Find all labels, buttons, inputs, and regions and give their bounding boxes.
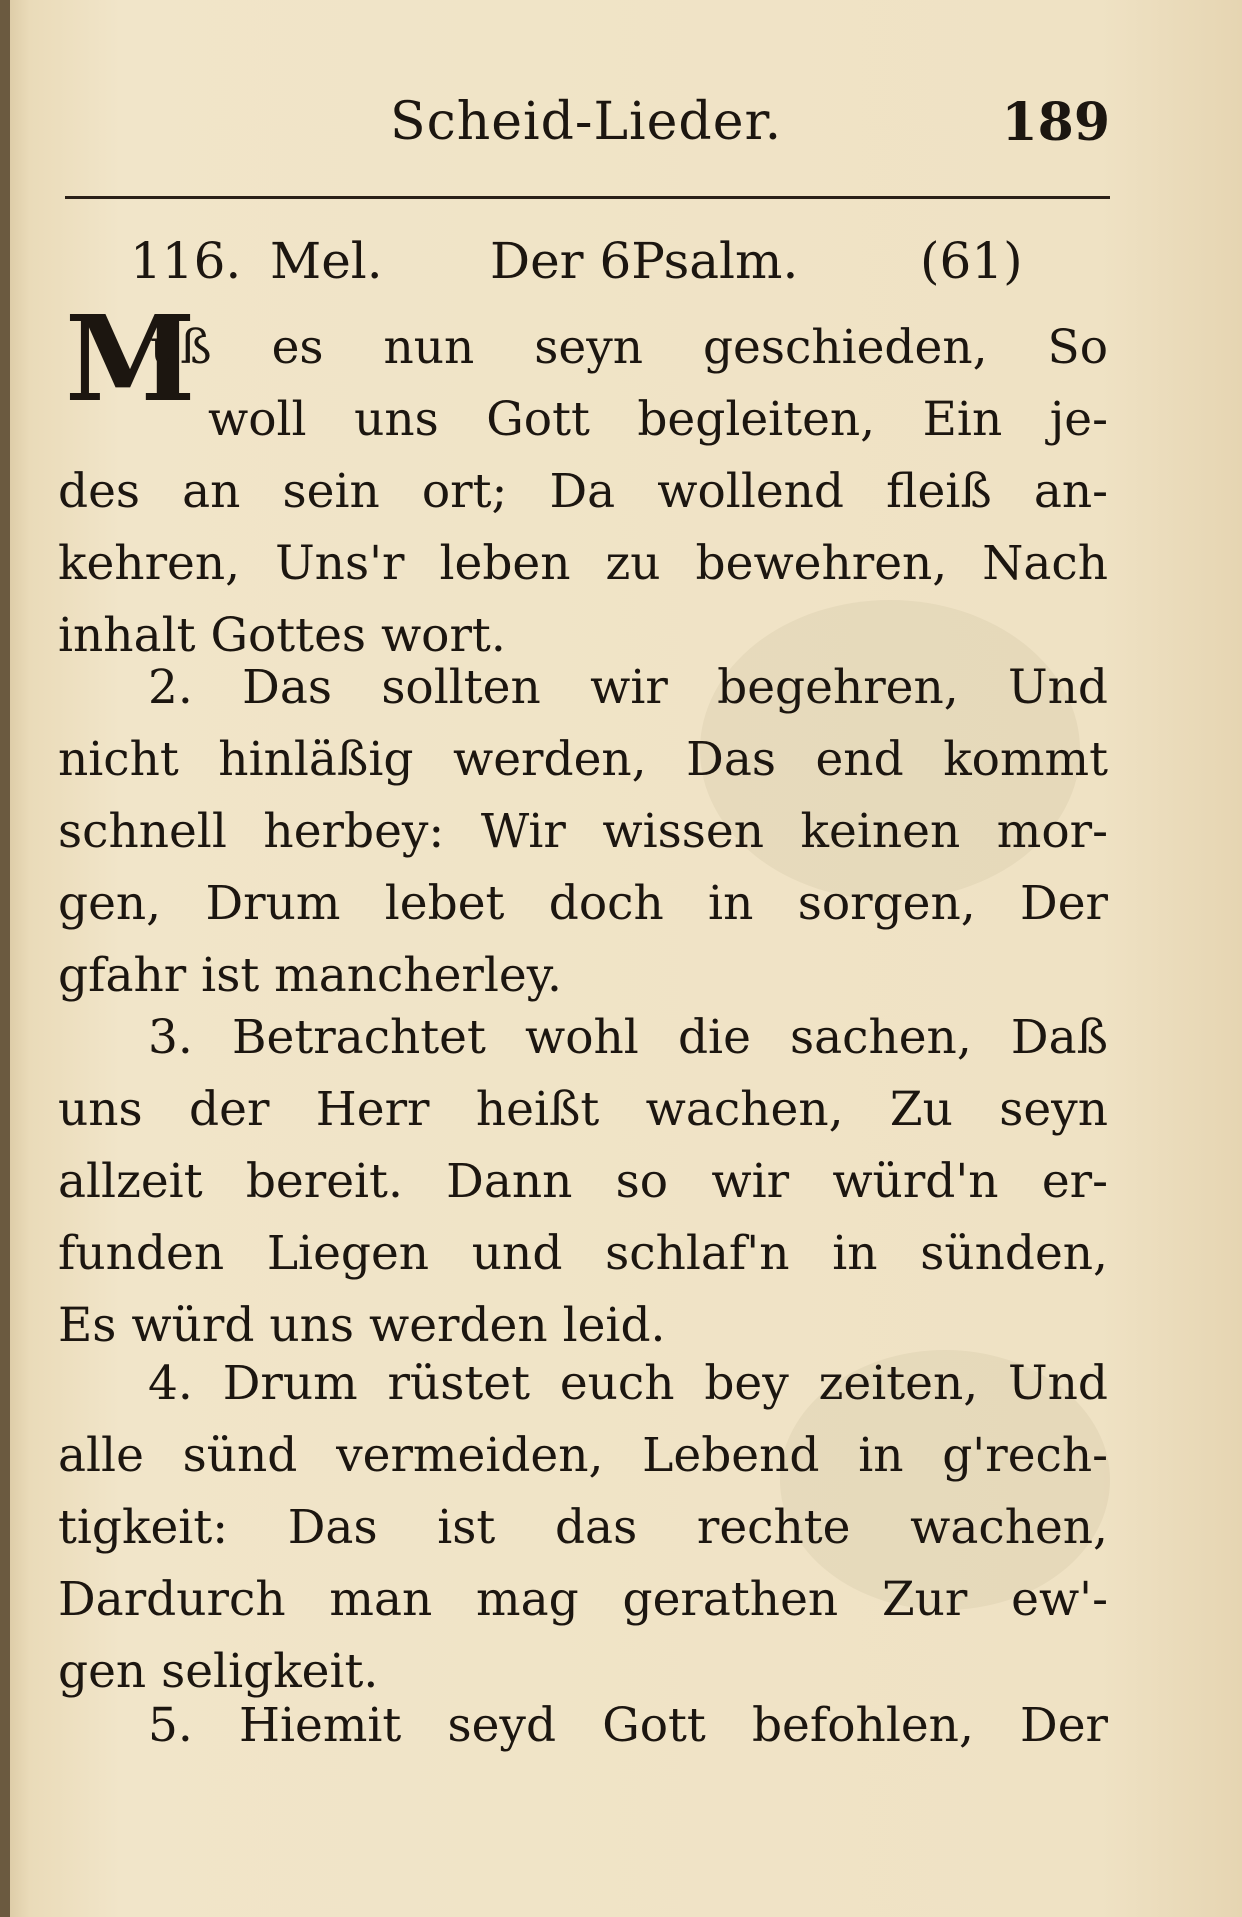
verse-line: Dardurch man mag gerathen Zur ew'-	[58, 1572, 1108, 1627]
verse-line: funden Liegen und schlaf'n in sünden,	[58, 1226, 1108, 1281]
verse-line: tigkeit: Das ist das rechte wachen,	[58, 1500, 1108, 1555]
hymn-reference: (61)	[920, 232, 1023, 290]
verse-line: allzeit bereit. Dann so wir würd'n er-	[58, 1154, 1108, 1209]
verse-line: uß es nun seyn geschieden, So	[150, 320, 1108, 375]
verse-line: Es würd uns werden leid.	[58, 1298, 666, 1353]
stanza-3	[58, 1002, 1108, 1362]
stanza-2	[58, 652, 1108, 1012]
melody-name: Der 6Psalm.	[490, 232, 799, 290]
stanza-1	[58, 312, 1108, 672]
verse-line: kehren, Uns'r leben zu bewehren, Nach	[58, 536, 1108, 591]
page-header	[60, 92, 1110, 162]
hymn-heading	[130, 232, 1050, 296]
drop-cap: M	[65, 289, 196, 428]
verse-line: woll uns Gott begleiten, Ein je-	[208, 392, 1108, 447]
verse-line: gfahr ist mancherley.	[58, 948, 562, 1003]
verse-line: 4. Drum rüstet euch bey zeiten, Und	[148, 1356, 1108, 1411]
verse-line: des an sein ort; Da wollend fleiß an-	[58, 464, 1108, 519]
verse-line: 2. Das sollten wir begehren, Und	[148, 660, 1108, 715]
page-spine-edge	[0, 0, 10, 1917]
verse-line: schnell herbey: Wir wissen keinen mor-	[58, 804, 1108, 859]
stanza-5	[58, 1690, 1108, 1762]
header-rule	[65, 196, 1110, 199]
running-title: Scheid-Lieder.	[390, 92, 783, 152]
verse-line: 3. Betrachtet wohl die sachen, Daß	[148, 1010, 1108, 1065]
hymn-number: 116.	[130, 232, 242, 290]
stanza-4	[58, 1348, 1108, 1708]
verse-line: gen, Drum lebet doch in sorgen, Der	[58, 876, 1108, 931]
verse-line: gen seligkeit.	[58, 1644, 379, 1699]
verse-line: alle sünd vermeiden, Lebend in g'rech-	[58, 1428, 1108, 1483]
page-number: 189	[1001, 92, 1110, 153]
verse-line: 5. Hiemit seyd Gott befohlen, Der	[148, 1698, 1108, 1753]
verse-line: uns der Herr heißt wachen, Zu seyn	[58, 1082, 1108, 1137]
melody-label: Mel.	[270, 232, 383, 290]
verse-line: inhalt Gottes wort.	[58, 608, 506, 663]
verse-line: nicht hinläßig werden, Das end kommt	[58, 732, 1108, 787]
